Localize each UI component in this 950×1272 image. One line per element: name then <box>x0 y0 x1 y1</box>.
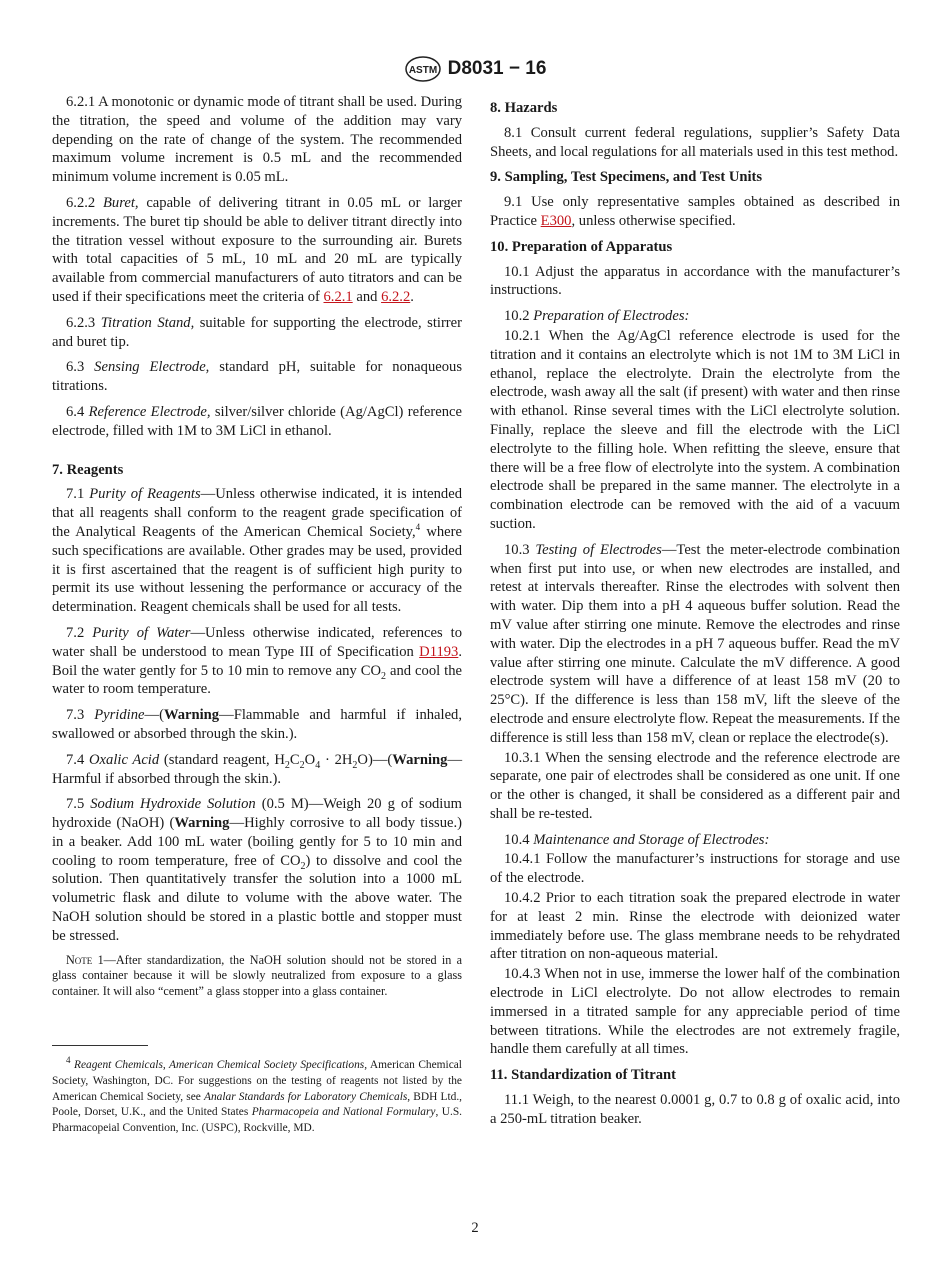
document-designation: D8031 − 16 <box>447 58 547 79</box>
text-run: Testing of Electrodes <box>535 541 662 558</box>
text-run: 9.1 Use only representative samples obtained as described in Practice <box>490 194 900 229</box>
text-run: 2 <box>284 759 290 771</box>
right-column <box>490 93 900 1136</box>
text-run: 11. Standardization of Titrant <box>490 1067 676 1084</box>
paragraph <box>52 751 462 789</box>
text-run: 6.2.1 A monotonic or dynamic mode of titrant shall be used. During the titration, the speed and volume of the addition may vary depending on the rate of change of the system. The recommended maximum volume increment is 0.5 mL and the recommended minimum volume increment is 0.05 mL. <box>52 94 462 186</box>
text-run: Maintenance and Storage of Electrodes: <box>533 831 770 848</box>
text-run: (standard reagent, H <box>159 751 285 768</box>
text-run: 2 <box>299 759 305 771</box>
text-run: 2 <box>381 670 387 682</box>
text-run: Warning <box>174 815 230 832</box>
paragraph <box>52 624 462 699</box>
text-run: —After standardization, the NaOH solution should not be stored in a glass container because it will be slowly neutralized from exposure to a glass container. It will also “cement” a glass stopper into a glass container. <box>52 952 463 998</box>
text-run: where such specifications are available. Other grades may be used, provided it is first ascertained that the reagent is of sufficient high purity to permit its use without lessening the performance or accuracy of the determination. Reagent chemicals shall be used for all tests. <box>52 523 463 616</box>
text-run: standard pH, suitable for nonaqueous titrations. <box>52 359 463 395</box>
section-heading <box>52 461 462 480</box>
cross-reference-link[interactable]: D1193 <box>419 643 459 660</box>
left-column <box>52 93 462 1136</box>
text-run: Reagent Chemicals, American Chemical Society Specifications <box>70 1059 365 1072</box>
text-run: O)—( <box>357 751 393 768</box>
text-run: 4 <box>315 759 321 771</box>
text-run: O <box>304 751 316 768</box>
section-heading <box>490 1066 900 1085</box>
text-run: 10.4.1 Follow the manufacturer’s instructions for storage and use of the electrode. <box>490 851 900 887</box>
text-run: Sensing Electrode, <box>94 359 210 376</box>
text-run: 7.4 <box>66 751 90 768</box>
text-run: 9. Sampling, Test Specimens, and Test Units <box>490 169 763 186</box>
text-run: 10. Preparation of Apparatus <box>490 238 673 255</box>
text-run: —Test the meter-electrode combination when first put into use, or when new electrodes are installed, and retest at intervals thereafter. Rinse the electrodes with solvent then with water. Dip them into a pH 4 aqueous buffer solution. Read the mV value after stirring one minute. Remove the electrodes and rinse with water. Dip the electrodes in a pH 7 aqueous buffer. Read the mV value after stirring one minute. Calculate the mV difference. A good electrode system will have a difference of at least 158 mV (20 to 25°C). If the difference is less than 158 mV, lift the sleeve of the electrode and ensure electrolyte flow. Repeat the measurements. If the difference is still less than 158 mV, clean or replace the electrode(s). <box>490 541 900 746</box>
text-run: Pharmacopeia and National Formulary <box>251 1106 436 1119</box>
text-run: , American Chemical Society, Washington, DC. For suggestions on the testing of reagents not listed by the American Chemical Society, see <box>52 1059 462 1103</box>
paragraph <box>490 831 900 850</box>
text-run: 10.2.1 When the Ag/AgCl reference electrode is used for the titration and it contains an electrolyte which is not 1M to 3M LiCl in ethanol, replace the electrolyte. Drain the electrolyte from the electrode, wash away all the salt (if present) with water and then rinse with ethanol. Rinse several times with the LiCl electrolyte solution. Finally, replace the sleeve and fill the electrode with the LiCl electrolyte to the filling hole. When refitting the sleeve, ensure that there will be a free flow of electrolyte into the system. A combination electrode shall be prepared in the same manner. The electrolyte in a combination electrode can be removed with the aid of a vacuum suction. <box>490 327 900 532</box>
text-run: —Unless otherwise indicated, it is intended that all reagents shall conform to the reagent grade specification of the Analytical Reagents of the American Chemical Society, <box>52 486 462 540</box>
text-run: Purity of Reagents <box>89 486 201 503</box>
paragraph <box>490 850 900 888</box>
paragraph <box>52 314 462 352</box>
text-run: —Unless otherwise indicated, references to water shall be understood to mean Type III of Specification <box>52 624 462 660</box>
text-run: —( <box>144 707 164 724</box>
text-run: Preparation of Electrodes: <box>533 308 690 325</box>
text-run: capable of delivering titrant in 0.05 mL or larger increments. The buret tip should be able to deliver titrant directly into the titration vessel without exposure to the surrounding air. Burets with total capacities of 5 mL, 10 mL and 20 mL are typically available from commercial manufacturers of auto titrators and can be used if their specifications meet the criteria of <box>52 194 462 305</box>
footnote-marker: 4 <box>415 522 421 533</box>
text-run: 10.4 <box>504 831 534 848</box>
text-run: 6.2.3 <box>66 314 101 331</box>
astm-logo-icon <box>404 56 442 82</box>
text-run: and cool the water to room temperature. <box>52 662 462 698</box>
text-run: · 2H <box>320 751 353 768</box>
text-run: Buret, <box>103 194 139 211</box>
text-run: , unless otherwise specified. <box>571 212 736 229</box>
text-run: Warning <box>163 707 220 724</box>
paragraph <box>490 307 900 326</box>
svg-text:ASTM: ASTM <box>408 65 437 76</box>
paragraph <box>490 263 900 301</box>
text-run: (0.5 M)—Weigh 20 g of sodium hydroxide (NaOH) ( <box>52 796 463 832</box>
text-run: Analar Standards for Laboratory Chemicals <box>203 1090 408 1103</box>
footnote-divider <box>52 1045 148 1046</box>
text-run: 11.1 Weigh, to the nearest 0.0001 g, 0.7 to 0.8 g of oxalic acid, into a 250-mL titration beaker. <box>490 1092 900 1127</box>
text-run: , BDH Ltd., Poole, Dorset, U.K., and the United States <box>52 1090 463 1119</box>
text-run: —Harmful if absorbed through the skin.). <box>52 751 463 787</box>
text-run: 6.4 <box>66 403 89 420</box>
text-run: 10.3.1 When the sensing electrode and the reference electrode are separate, one pair of electrodes shall be considered as one unit. If one or the other is changed, it shall be considered as a different pair and shall be re-tested. <box>490 749 900 822</box>
paragraph <box>490 327 900 534</box>
paragraph <box>490 1091 900 1129</box>
cross-reference-link[interactable]: 6.2.2 <box>381 288 411 305</box>
text-run: Sodium Hydroxide Solution <box>90 796 256 813</box>
text-run: 7.1 <box>66 486 90 503</box>
text-run: and <box>352 288 382 305</box>
text-run: suitable for supporting the electrode, stirrer and buret tip. <box>52 314 462 350</box>
paragraph <box>490 749 900 824</box>
page-header <box>0 56 950 82</box>
text-run: 10.1 Adjust the apparatus in accordance with the manufacturer’s instructions. <box>490 263 900 299</box>
text-run: 8. Hazards <box>490 100 558 116</box>
text-run: Reference Electrode, <box>88 403 211 420</box>
page-number: 2 <box>471 1220 479 1236</box>
text-run: 10.4.2 Prior to each titration soak the prepared electrode in water for at least 2 min. Rinse the electrode with deionized water immediately before use. The glass membrane needs to be rehydrated after titration on non-aqueous material. <box>490 890 900 963</box>
text-run: Oxalic Acid <box>89 751 160 768</box>
paragraph <box>52 795 462 945</box>
text-run: . <box>410 288 414 305</box>
text-run: Note 1 <box>66 952 104 967</box>
paragraph <box>490 889 900 964</box>
text-run: . Boil the water gently for 5 to 10 min to remove any CO <box>52 643 462 679</box>
text-run: 6.2.2 <box>66 194 103 211</box>
text-run: ) to dissolve and cool the solution. Then quantitatively transfer the solution into a 1000 mL volumetric flask and dilute to volume with the above water. The NaOH solution should be stored in a plastic bottle and stopper must be stressed. <box>52 852 462 944</box>
paragraph <box>490 193 900 231</box>
text-run: —Flammable and harmful if inhaled, swallowed or absorbed through the skin.). <box>52 707 463 742</box>
text-run: 10.3 <box>504 541 536 558</box>
text-run: 8.1 Consult current federal regulations, supplier’s Safety Data Sheets, and local regulations for all materials used in this test method. <box>490 124 900 160</box>
footnote-marker: 4 <box>66 1055 71 1066</box>
paragraph <box>52 485 462 617</box>
text-run: 10.2 <box>504 308 534 325</box>
text-run: —Highly corrosive to all body tissue.) in a beaker. Add 100 mL water (boiling gently for 5 to 10 min and cooling to room temperature, free of CO <box>52 815 462 869</box>
text-run: 10.4.3 When not in use, immerse the lower half of the combination electrode in LiCl electrolyte. Do not allow electrodes to remain immersed in a titrated sample for any appreciable period of time between titrations. While the electrodes are not extremely fragile, handle them carefully at all times. <box>490 966 900 1058</box>
paragraph <box>52 358 462 396</box>
text-run: C <box>289 751 300 768</box>
text-run: 2 <box>300 860 306 872</box>
text-run: Warning <box>392 751 448 768</box>
paragraph <box>52 706 462 744</box>
text-run: silver/silver chloride (Ag/AgCl) reference electrode, filled with 1M to 3M LiCl in ethanol. <box>52 403 462 439</box>
text-run: , U.S. Pharmacopeial Convention, Inc. (USPC), Rockville, MD. <box>52 1106 463 1134</box>
text-run: Purity of Water <box>92 624 191 641</box>
text-run: 2 <box>352 759 358 771</box>
note <box>52 953 462 1000</box>
paragraph <box>52 403 462 441</box>
footnote <box>52 1055 463 1136</box>
paragraph <box>52 93 462 187</box>
text-run: Titration Stand, <box>100 314 195 331</box>
text-run: 6.3 <box>66 359 95 376</box>
text-run: 7.2 <box>66 624 93 641</box>
paragraph <box>490 541 900 748</box>
cross-reference-link[interactable]: 6.2.1 <box>323 288 353 305</box>
text-run: 7.3 <box>66 707 95 724</box>
paragraph <box>52 194 462 307</box>
section-heading <box>490 238 900 257</box>
section-heading <box>490 99 900 118</box>
text-run: 7.5 <box>66 796 91 813</box>
paragraph <box>490 965 900 1059</box>
text-run: 7. Reagents <box>52 461 124 478</box>
text-run: Pyridine <box>94 707 145 724</box>
section-heading <box>490 168 900 187</box>
cross-reference-link[interactable]: E300 <box>540 212 572 229</box>
paragraph <box>490 124 900 162</box>
